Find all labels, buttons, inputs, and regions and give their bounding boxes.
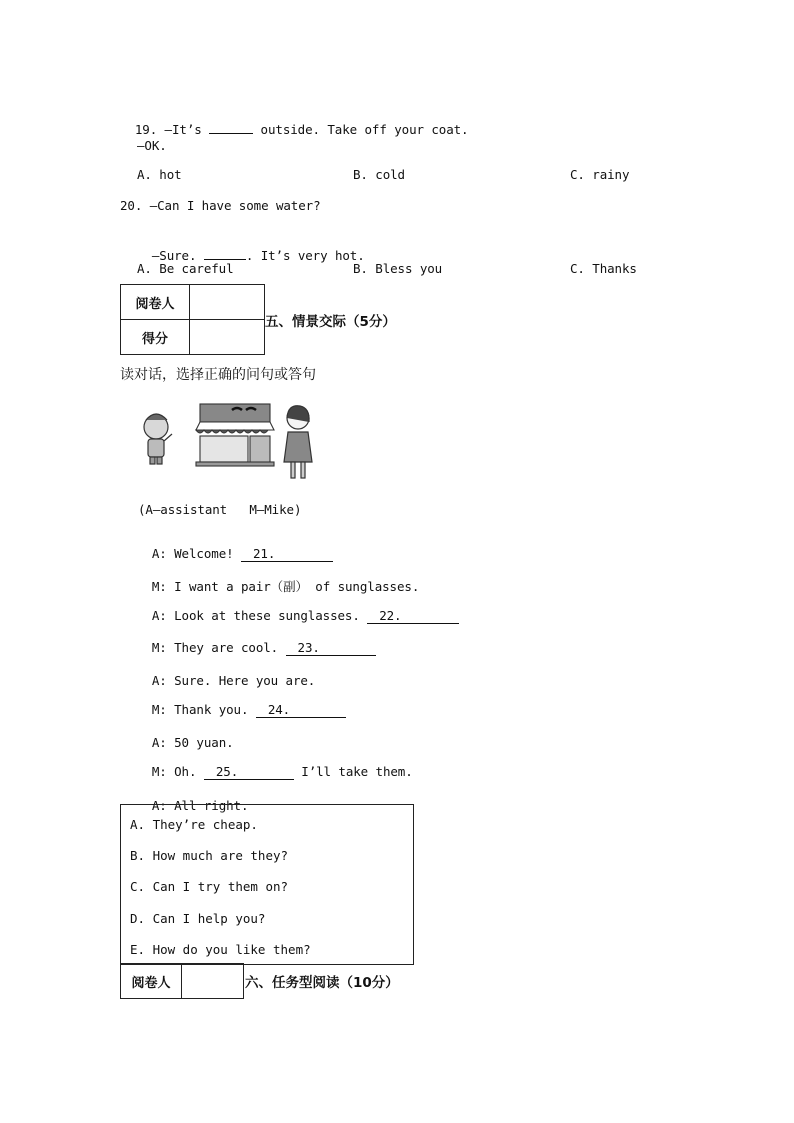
- dialogue-line-3: A: Look at these sunglasses. 22.: [137, 593, 459, 624]
- answer-blank-22[interactable]: 22.: [367, 608, 459, 624]
- answer-blank-24[interactable]: 24.: [256, 702, 346, 718]
- answer-option-c[interactable]: C. Can I try them on?: [130, 879, 289, 894]
- reviewer-label-2: 阅卷人: [121, 964, 182, 999]
- q20-stem: 20. —Can I have some water?: [120, 198, 321, 213]
- q20-option-a[interactable]: A. Be careful: [137, 261, 234, 276]
- q19-stem: 19. —It’s outside. Take off your coat.: [134, 122, 469, 137]
- woman-figure: [284, 406, 312, 478]
- answer-options-box: [120, 804, 414, 965]
- q19-option-a[interactable]: A. hot: [137, 167, 182, 182]
- q19-option-c[interactable]: C. rainy: [570, 167, 630, 182]
- answer-blank-23[interactable]: 23.: [286, 640, 376, 656]
- dialogue-line-2: M: I want a pair（副） of sunglasses.: [151, 579, 420, 594]
- shop-scene-illustration: [138, 398, 318, 484]
- dialogue-roles: (A—assistant M—Mike): [138, 502, 302, 517]
- reviewer-box-2[interactable]: [182, 964, 244, 999]
- reviewer-box[interactable]: [190, 285, 265, 320]
- answer-option-a[interactable]: A. They’re cheap.: [130, 817, 258, 832]
- section5-instruction: 读对话，选择正确的问句或答句: [120, 367, 316, 383]
- score-table: [120, 284, 265, 355]
- dialogue-line-4: M: They are cool. 23.: [137, 625, 376, 656]
- answer-blank-25[interactable]: 25.: [204, 764, 294, 780]
- answer-blank-21[interactable]: 21.: [241, 546, 333, 562]
- answer-option-e[interactable]: E. How do you like them?: [130, 942, 311, 957]
- q19-blank[interactable]: [209, 120, 253, 134]
- score-box[interactable]: [190, 320, 265, 355]
- q19-reply: —OK.: [137, 138, 167, 153]
- boy-figure: [144, 414, 172, 464]
- section6-title: 六、任务型阅读（10分）: [245, 975, 399, 991]
- dialogue-line-6: M: Thank you. 24.: [137, 687, 346, 718]
- score-label: 得分: [121, 320, 190, 355]
- answer-option-b[interactable]: B. How much are they?: [130, 848, 289, 863]
- dialogue-line-8: M: Oh. 25. I’ll take them.: [151, 764, 413, 779]
- dialogue-line-7: A: 50 yuan.: [151, 735, 234, 750]
- score-table-2: [120, 963, 244, 999]
- q20-option-c[interactable]: C. Thanks: [570, 261, 637, 276]
- q19-option-b[interactable]: B. cold: [353, 167, 405, 182]
- q20-blank[interactable]: [204, 246, 246, 260]
- section5-title: 五、情景交际（5分）: [265, 314, 396, 330]
- shop-building: [196, 404, 274, 466]
- dialogue-line-5: A: Sure. Here you are.: [151, 673, 316, 688]
- dialogue-line-9: A: All right.: [151, 798, 249, 813]
- answer-option-d[interactable]: D. Can I help you?: [130, 911, 266, 926]
- reviewer-label: 阅卷人: [121, 285, 190, 320]
- q20-reply: —Sure. . It’s very hot.: [151, 248, 365, 263]
- q20-option-b[interactable]: B. Bless you: [353, 261, 443, 276]
- dialogue-line-1: A: Welcome! 21.: [137, 531, 333, 562]
